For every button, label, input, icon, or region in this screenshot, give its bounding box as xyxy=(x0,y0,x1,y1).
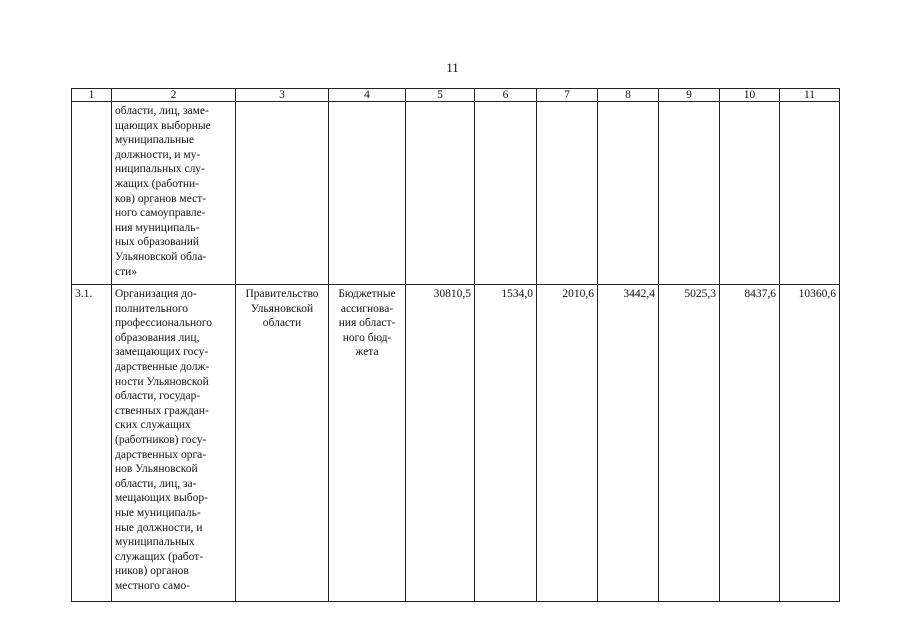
empty-cell xyxy=(72,102,112,285)
row-funding-source: Бюджетные ассигнова- ния област- ного бюд- жета xyxy=(329,285,406,602)
continuation-row xyxy=(72,102,840,285)
empty-cell xyxy=(537,102,598,285)
column-number: 8 xyxy=(598,89,659,102)
empty-cell xyxy=(598,102,659,285)
empty-cell xyxy=(659,102,720,285)
column-number: 5 xyxy=(406,89,475,102)
row-description: Организация до- полнительного профессионального образования лиц, замещающих госу- дарственные долж- ности Ульяновской области, государ- ственных граждан- ских служащих (работников) госу- дарственных орга- нов Ульяновской области, лиц, за- мещающих выбор- ные муниципаль- ные должности, и муниципальных служащих (работ- ников) органов местного само- xyxy=(112,285,236,602)
value-year: 1534,0 xyxy=(475,285,537,602)
column-number-row xyxy=(72,89,840,102)
empty-cell xyxy=(329,102,406,285)
empty-cell xyxy=(406,102,475,285)
column-number: 10 xyxy=(720,89,780,102)
row-number: 3.1. xyxy=(72,285,112,602)
column-number: 2 xyxy=(112,89,236,102)
column-number: 4 xyxy=(329,89,406,102)
value-total: 30810,5 xyxy=(406,285,475,602)
value-year: 2010,6 xyxy=(537,285,598,602)
column-number: 6 xyxy=(475,89,537,102)
continuation-description: области, лиц, заме- щающих выборные муниципальные должности, и му- ниципальных слу- жащих (работни- ков) органов мест- ного самоуправле- ния муниципаль- ных образований Ульяновской обла- сти» xyxy=(112,102,236,285)
value-year: 8437,6 xyxy=(720,285,780,602)
empty-cell xyxy=(475,102,537,285)
column-number: 11 xyxy=(780,89,840,102)
value-year: 3442,4 xyxy=(598,285,659,602)
table-row xyxy=(72,285,840,602)
value-year: 10360,6 xyxy=(780,285,840,602)
page-number: 11 xyxy=(446,60,459,75)
column-number: 3 xyxy=(236,89,329,102)
row-executor: Правительство Ульяновской области xyxy=(236,285,329,602)
column-number: 9 xyxy=(659,89,720,102)
value-year: 5025,3 xyxy=(659,285,720,602)
column-number: 1 xyxy=(72,89,112,102)
budget-table xyxy=(71,88,840,602)
empty-cell xyxy=(236,102,329,285)
column-number: 7 xyxy=(537,89,598,102)
empty-cell xyxy=(780,102,840,285)
empty-cell xyxy=(720,102,780,285)
